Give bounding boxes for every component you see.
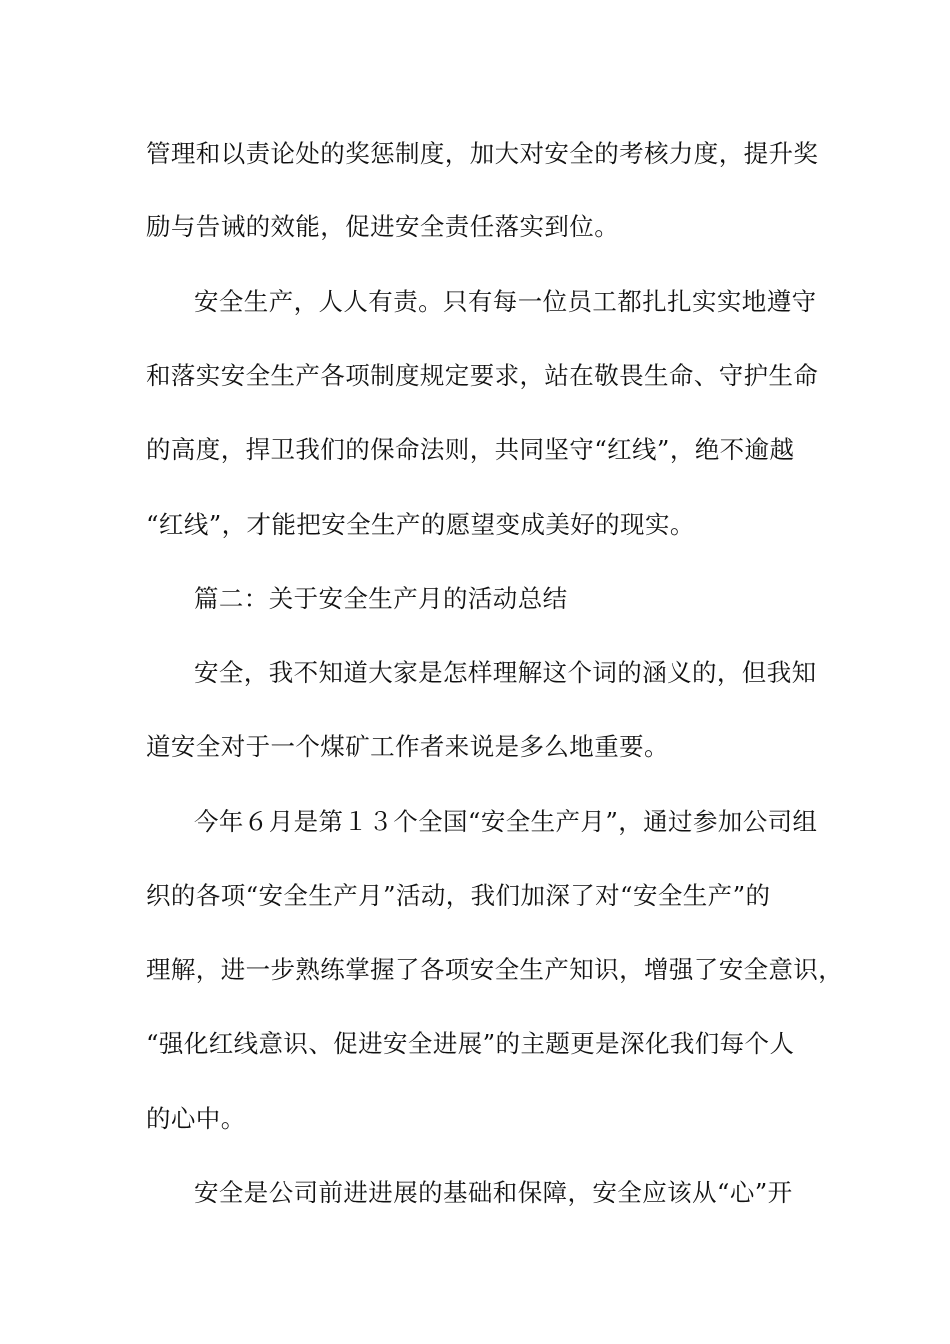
paragraph-first-line: 今年６月是第１３个全国“安全生产月”，通过参加公司组 bbox=[194, 807, 818, 836]
text-line: 理解，进一步熟练掌握了各项安全生产知识，增强了安全意识， bbox=[146, 955, 844, 984]
section-heading: 篇二：关于安全生产月的活动总结 bbox=[194, 584, 568, 613]
paragraph-first-line: 安全是公司前进进展的基础和保障，安全应该从“心”开 bbox=[194, 1178, 793, 1207]
text-line: 的高度，捍卫我们的保命法则，共同坚守“红线”，绝不逾越 bbox=[146, 435, 795, 464]
paragraph-first-line: 安全，我不知道大家是怎样理解这个词的涵义的，但我知 bbox=[194, 658, 817, 687]
text-line: 织的各项“安全生产月”活动，我们加深了对“安全生产”的 bbox=[146, 881, 771, 910]
text-line: 励与告诫的效能，促进安全责任落实到位。 bbox=[146, 212, 620, 241]
text-line: 管理和以责论处的奖惩制度，加大对安全的考核力度，提升奖 bbox=[146, 139, 819, 168]
text-line: “强化红线意识、促进安全进展”的主题更是深化我们每个人 bbox=[146, 1029, 795, 1058]
paragraph-first-line: 安全生产，人人有责。只有每一位员工都扎扎实实地遵守 bbox=[194, 287, 817, 316]
text-line: 的心中。 bbox=[146, 1104, 246, 1133]
text-line: 和落实安全生产各项制度规定要求，站在敬畏生命、守护生命 bbox=[146, 361, 819, 390]
text-line: 道安全对于一个煤矿工作者来说是多么地重要。 bbox=[146, 732, 669, 761]
text-line: “红线”，才能把安全生产的愿望变成美好的现实。 bbox=[146, 510, 695, 539]
